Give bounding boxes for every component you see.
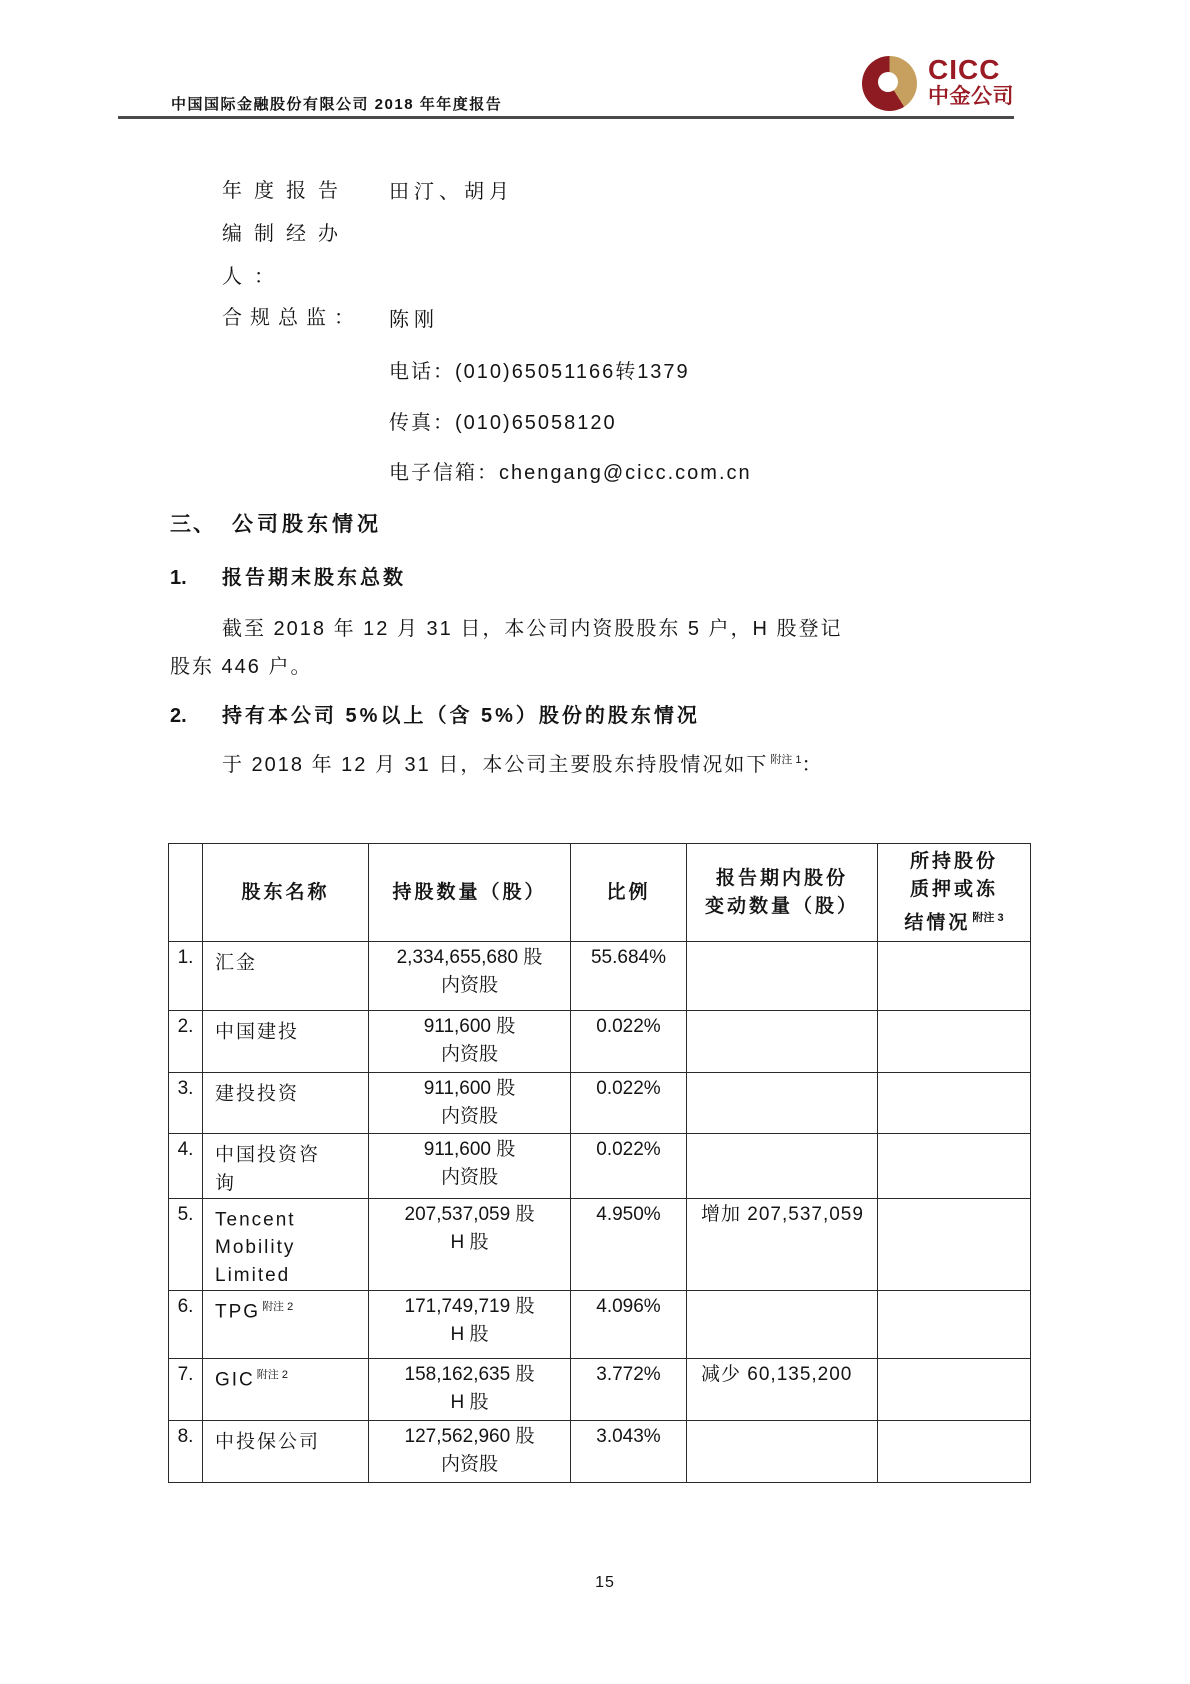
ratio-cell: 4.096% [571,1290,687,1358]
table-header-row [169,844,1031,942]
holding-quantity-cell [369,1420,571,1482]
shareholder-name-cell [203,1420,369,1482]
header-pledge-status [878,844,1031,942]
subsection-1-heading [170,561,406,590]
shareholders-table [168,843,1031,1483]
table-row [169,1011,1031,1073]
email-line: 电子信箱：chengang@cicc.com.cn [389,462,752,484]
holding-quantity-cell [369,1358,571,1420]
holding-quantity-cell [369,942,571,1011]
pledge-cell [878,1073,1031,1134]
ratio-cell: 4.950% [571,1198,687,1290]
preparer-label-line: 年度报告 [222,180,350,202]
ratio-cell: 0.022% [571,1011,687,1073]
preparer-label [222,170,350,299]
document-header-title: 中国国际金融股份有限公司 2018 年年度报告 [171,96,503,113]
change-cell [687,1011,878,1073]
row-number: 4. [169,1134,203,1198]
share-type-line: 内资股 [440,975,498,997]
paragraph-2 [222,748,824,777]
section-title [170,508,382,538]
subsection-2-heading [170,699,700,728]
table-row [169,1198,1031,1290]
quantity-line: 158,162,635 股 [404,1363,535,1385]
change-cell [687,1290,878,1358]
pledge-cell [878,1290,1031,1358]
quantity-line: 171,749,719 股 [404,1295,535,1317]
table-row [169,1290,1031,1358]
fax-line: 传真：(010)65058120 [389,412,617,434]
ratio-cell: 3.772% [571,1358,687,1420]
share-type-line: H 股 [450,1231,489,1253]
quantity-line: 2,334,655,680 股 [396,947,543,969]
subsection-1-title: 报告期末股东总数 [222,567,406,589]
phone-line: 电话：(010)65051166转1379 [389,361,690,383]
row-number: 2. [169,1011,203,1073]
pledge-cell [878,1358,1031,1420]
ratio-cell: 0.022% [571,1073,687,1134]
cicc-logo-chinese: 中金公司 [928,85,1014,108]
ratio-cell: 55.684% [571,942,687,1011]
quantity-line: 207,537,059 股 [404,1203,535,1225]
pledge-cell [878,1198,1031,1290]
paragraph-1-line-1: 截至 2018 年 12 月 31 日，本公司内资股股东 5 户，H 股登记 [222,618,843,640]
quantity-line: 911,600 股 [423,1016,516,1038]
compliance-officer-label: 合规总监： [222,307,362,329]
ratio-cell: 3.043% [571,1420,687,1482]
shareholder-name-cell [203,1358,369,1420]
name-line: 汇金 [215,952,258,974]
share-type-line: H 股 [450,1391,489,1413]
name-line: TPG $^{附注 2}$ [215,1300,294,1323]
header-shareholder-name: 股东名称 [203,844,369,942]
share-type-line: 内资股 [440,1453,498,1475]
name-line: 中国投资咨 [215,1144,321,1166]
header-change-in-period [687,844,878,942]
change-cell: 增加 207,537,059 [687,1198,878,1290]
quantity-line: 127,562,960 股 [404,1425,535,1447]
pledge-cell [878,1134,1031,1198]
row-number: 1. [169,942,203,1011]
holding-quantity-cell [369,1290,571,1358]
page-number: 15 [595,1574,615,1591]
paragraph-2-colon: ： [801,754,824,776]
holding-quantity-cell [369,1198,571,1290]
change-cell [687,1420,878,1482]
paragraph-1-line-2: 股东 446 户。 [170,656,313,678]
cicc-logo-hole [878,72,898,92]
row-number: 7. [169,1358,203,1420]
name-line: 中国建投 [215,1021,300,1043]
shareholder-name-cell [203,1011,369,1073]
header-pledge-line: 所持股份 [909,851,998,872]
table-row [169,1073,1031,1134]
preparer-value: 田汀、胡月 [389,181,514,203]
change-cell [687,1134,878,1198]
table-row [169,1420,1031,1482]
header-pledge-line: 结情况 $^{附注 3}$ [904,912,1004,934]
shareholder-name-cell [203,942,369,1011]
ratio-cell: 0.022% [571,1134,687,1198]
table-row [169,942,1031,1011]
holding-quantity-cell [369,1134,571,1198]
name-line: 中投保公司 [215,1431,321,1453]
preparer-label-line: 编制经办 [222,223,350,245]
subsection-2-number: 2. [170,705,187,727]
subsection-2-title: 持有本公司 5%以上（含 5%）股份的股东情况 [222,705,700,727]
header-change-line: 变动数量（股） [704,895,859,917]
name-line: Limited [215,1264,291,1286]
name-line: 建投投资 [215,1083,300,1105]
preparer-label-line: 人： [222,266,286,288]
row-number: 6. [169,1290,203,1358]
footnote-ref-1: 附注 1 [770,754,802,767]
shareholder-name-cell [203,1198,369,1290]
holding-quantity-cell [369,1073,571,1134]
compliance-officer-name: 陈刚 [389,309,439,331]
name-line: Tencent [215,1208,296,1230]
shareholder-name-cell [203,1073,369,1134]
change-cell: 减少 60,135,200 [687,1358,878,1420]
paragraph-2-text: 于 2018 年 12 月 31 日，本公司主要股东持股情况如下 [222,754,769,776]
row-number: 8. [169,1420,203,1482]
row-number: 3. [169,1073,203,1134]
change-cell [687,1073,878,1134]
share-type-line: H 股 [450,1323,489,1345]
name-line: GIC $^{附注 2}$ [215,1368,288,1391]
table-row [169,1358,1031,1420]
name-line: 询 [215,1172,237,1194]
pledge-cell [878,942,1031,1011]
subsection-1-number: 1. [170,567,187,589]
cicc-logo-wordmark [928,54,1014,108]
shareholder-name-cell [203,1134,369,1198]
section-number: 三、 [170,513,216,536]
header-change-line: 报告期内股份 [715,867,848,889]
cicc-logo-icon [862,56,917,111]
section-title-text: 公司股东情况 [232,513,382,536]
footnote-ref-3: 附注 3 [972,912,1004,924]
quantity-line: 911,600 股 [423,1139,516,1161]
share-type-line: 内资股 [440,1167,498,1189]
shareholder-name-cell [203,1290,369,1358]
share-type-line: 内资股 [440,1044,498,1066]
header-no [169,844,203,942]
pledge-cell [878,1011,1031,1073]
pledge-cell [878,1420,1031,1482]
share-type-line: 内资股 [440,1106,498,1128]
header-rule [118,116,1014,119]
cicc-logo-latin: CICC [928,54,1001,85]
footnote-ref-2: 附注 2 [256,1368,288,1381]
header-holding-quantity: 持股数量（股） [369,844,571,942]
quantity-line: 911,600 股 [423,1078,516,1100]
name-line: Mobility [215,1236,296,1258]
footnote-ref-2: 附注 2 [262,1300,294,1313]
holding-quantity-cell [369,1011,571,1073]
table-row [169,1134,1031,1198]
header-ratio: 比例 [571,844,687,942]
change-cell [687,942,878,1011]
header-pledge-line: 质押或冻 [909,879,998,900]
row-number: 5. [169,1198,203,1290]
